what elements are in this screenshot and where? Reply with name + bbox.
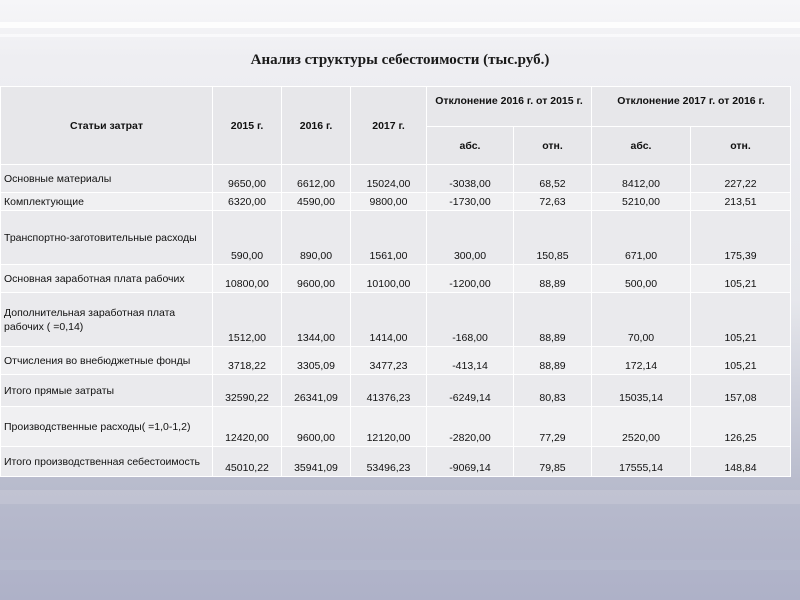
header-rel-2017: отн. bbox=[691, 127, 791, 165]
cell-v2015: 1512,00 bbox=[213, 293, 282, 347]
row-label: Основная заработная плата рабочих bbox=[1, 265, 213, 293]
table-row bbox=[1, 165, 791, 193]
cell-v2017: 10100,00 bbox=[351, 265, 427, 293]
cell-rel2: 105,21 bbox=[691, 347, 791, 375]
cell-v2015: 6320,00 bbox=[213, 193, 282, 211]
table-body bbox=[1, 165, 791, 477]
header-deviation-2017: Отклонение 2017 г. от 2016 г. bbox=[592, 87, 791, 127]
header-abs-2017: абс. bbox=[592, 127, 691, 165]
cell-rel2: 105,21 bbox=[691, 293, 791, 347]
cell-abs1: -1730,00 bbox=[427, 193, 514, 211]
cell-v2015: 9650,00 bbox=[213, 165, 282, 193]
cell-rel2: 105,21 bbox=[691, 265, 791, 293]
cell-abs2: 5210,00 bbox=[592, 193, 691, 211]
cell-v2017: 41376,23 bbox=[351, 375, 427, 407]
cell-abs1: -3038,00 bbox=[427, 165, 514, 193]
table-row bbox=[1, 375, 791, 407]
cell-abs1: -168,00 bbox=[427, 293, 514, 347]
cell-v2016: 9600,00 bbox=[282, 407, 351, 447]
table-row bbox=[1, 447, 791, 477]
background-stripe bbox=[0, 34, 800, 37]
cell-v2016: 6612,00 bbox=[282, 165, 351, 193]
cell-v2016: 9600,00 bbox=[282, 265, 351, 293]
cell-rel2: 157,08 bbox=[691, 375, 791, 407]
cell-rel1: 88,89 bbox=[514, 265, 592, 293]
header-item: Статьи затрат bbox=[1, 87, 213, 165]
row-label: Итого прямые затраты bbox=[1, 375, 213, 407]
row-label: Итого производственная себестоимость bbox=[1, 447, 213, 477]
background-stripe bbox=[0, 490, 800, 504]
cell-rel1: 88,89 bbox=[514, 347, 592, 375]
row-label: Дополнительная заработная плата рабочих ( =0,14) bbox=[1, 293, 213, 347]
cell-v2017: 3477,23 bbox=[351, 347, 427, 375]
cell-v2015: 45010,22 bbox=[213, 447, 282, 477]
cell-rel1: 150,85 bbox=[514, 211, 592, 265]
cell-abs2: 70,00 bbox=[592, 293, 691, 347]
slide-title: Анализ структуры себестоимости (тыс.руб.) bbox=[250, 52, 550, 68]
cell-rel1: 88,89 bbox=[514, 293, 592, 347]
cell-abs2: 172,14 bbox=[592, 347, 691, 375]
cell-rel2: 213,51 bbox=[691, 193, 791, 211]
cell-v2017: 1561,00 bbox=[351, 211, 427, 265]
cell-abs2: 671,00 bbox=[592, 211, 691, 265]
cell-v2015: 3718,22 bbox=[213, 347, 282, 375]
cell-rel2: 175,39 bbox=[691, 211, 791, 265]
cell-abs1: 300,00 bbox=[427, 211, 514, 265]
cell-rel1: 80,83 bbox=[514, 375, 592, 407]
cell-abs2: 15035,14 bbox=[592, 375, 691, 407]
table-row bbox=[1, 211, 791, 265]
row-label: Производственные расходы( =1,0-1,2) bbox=[1, 407, 213, 447]
header-rel-2016: отн. bbox=[514, 127, 592, 165]
cell-v2016: 3305,09 bbox=[282, 347, 351, 375]
cell-v2015: 32590,22 bbox=[213, 375, 282, 407]
cell-v2017: 1414,00 bbox=[351, 293, 427, 347]
cost-structure-table bbox=[0, 86, 791, 477]
cell-v2017: 15024,00 bbox=[351, 165, 427, 193]
header-2016: 2016 г. bbox=[282, 87, 351, 165]
table-row bbox=[1, 407, 791, 447]
cell-abs2: 500,00 bbox=[592, 265, 691, 293]
cell-abs1: -9069,14 bbox=[427, 447, 514, 477]
cell-v2017: 9800,00 bbox=[351, 193, 427, 211]
cell-rel1: 72,63 bbox=[514, 193, 592, 211]
table-row bbox=[1, 193, 791, 211]
cell-v2016: 1344,00 bbox=[282, 293, 351, 347]
cell-rel1: 68,52 bbox=[514, 165, 592, 193]
header-deviation-2016: Отклонение 2016 г. от 2015 г. bbox=[427, 87, 592, 127]
row-label: Основные материалы bbox=[1, 165, 213, 193]
cell-v2017: 12120,00 bbox=[351, 407, 427, 447]
cell-rel1: 77,29 bbox=[514, 407, 592, 447]
cell-v2015: 12420,00 bbox=[213, 407, 282, 447]
cell-rel2: 126,25 bbox=[691, 407, 791, 447]
cell-v2016: 4590,00 bbox=[282, 193, 351, 211]
cell-rel2: 227,22 bbox=[691, 165, 791, 193]
cell-rel2: 148,84 bbox=[691, 447, 791, 477]
table-row bbox=[1, 293, 791, 347]
cell-v2017: 53496,23 bbox=[351, 447, 427, 477]
background-stripe bbox=[0, 560, 800, 570]
cell-v2015: 10800,00 bbox=[213, 265, 282, 293]
cell-v2016: 890,00 bbox=[282, 211, 351, 265]
cell-abs1: -6249,14 bbox=[427, 375, 514, 407]
cell-rel1: 79,85 bbox=[514, 447, 592, 477]
header-2017: 2017 г. bbox=[351, 87, 427, 165]
cell-abs2: 2520,00 bbox=[592, 407, 691, 447]
table-row bbox=[1, 265, 791, 293]
header-2015: 2015 г. bbox=[213, 87, 282, 165]
cell-abs1: -413,14 bbox=[427, 347, 514, 375]
cell-v2016: 35941,09 bbox=[282, 447, 351, 477]
table-row bbox=[1, 347, 791, 375]
row-label: Отчисления во внебюджетные фонды bbox=[1, 347, 213, 375]
cell-v2016: 26341,09 bbox=[282, 375, 351, 407]
background-stripe bbox=[0, 22, 800, 28]
cell-abs2: 8412,00 bbox=[592, 165, 691, 193]
header-abs-2016: абс. bbox=[427, 127, 514, 165]
row-label: Комплектующие bbox=[1, 193, 213, 211]
row-label: Транспортно-заготовительные расходы bbox=[1, 211, 213, 265]
cell-abs1: -1200,00 bbox=[427, 265, 514, 293]
cell-abs1: -2820,00 bbox=[427, 407, 514, 447]
cell-v2015: 590,00 bbox=[213, 211, 282, 265]
cell-abs2: 17555,14 bbox=[592, 447, 691, 477]
